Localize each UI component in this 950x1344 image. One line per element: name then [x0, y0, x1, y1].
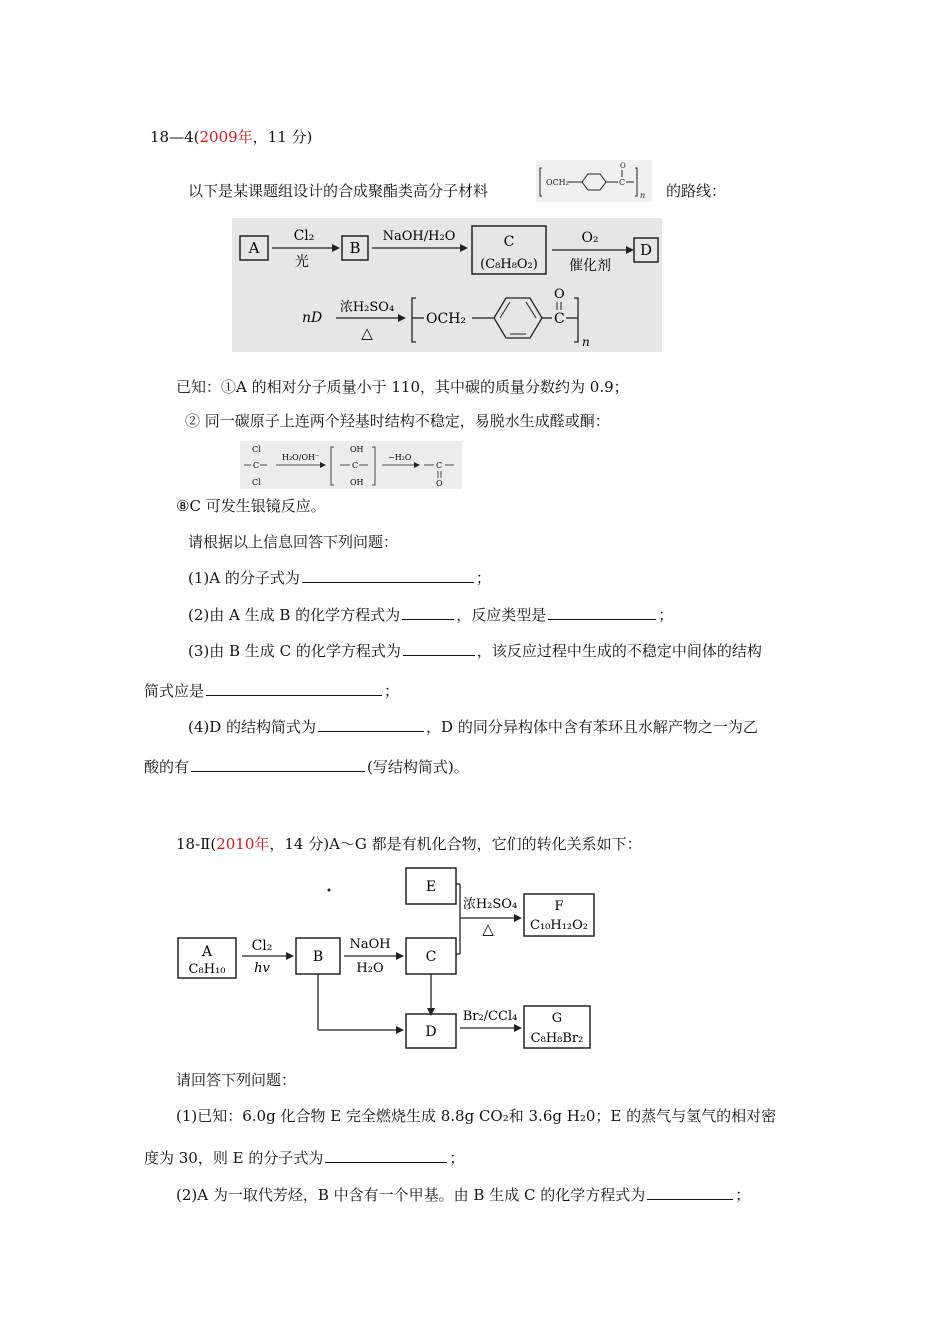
svg-text:催化剂: 催化剂: [569, 258, 611, 274]
q1-header: [150, 127, 312, 147]
answer-blank-2-1[interactable]: [325, 1147, 447, 1163]
q2-part2: (2)A 为一取代芳烃，B 中含有一个甲基。由 B 生成 C 的化学方程式为 ；: [176, 1186, 751, 1204]
q1-known-3: ⑧C 可发生银镜反应。: [176, 497, 326, 515]
svg-text:O: O: [554, 287, 565, 302]
svg-text:−H₂O: −H₂O: [388, 453, 412, 462]
svg-text:F: F: [554, 899, 564, 914]
svg-text:B: B: [312, 949, 324, 965]
answer-blank-1-4b[interactable]: [191, 756, 365, 772]
q2-part1: (1)已知：6.0g 化合物 E 完全燃烧生成 8.8g CO₂和 3.6g H₂0；E 的蒸气与氢气的相对密: [176, 1107, 777, 1125]
svg-text:H₂O: H₂O: [356, 961, 384, 976]
svg-text:O: O: [620, 162, 626, 170]
q1-intro-after: 的路线：: [666, 182, 727, 200]
q2-prompt: 请回答下列问题：: [176, 1071, 297, 1089]
q1-prompt: 请根据以上信息回答下列问题：: [188, 533, 399, 551]
svg-text:Cl₂: Cl₂: [293, 228, 315, 244]
svg-text:Cl₂: Cl₂: [251, 938, 273, 954]
svg-text:C: C: [425, 949, 437, 965]
svg-text:C₈H₈Br₂: C₈H₈Br₂: [530, 1031, 584, 1046]
q2-header-year: 2010年: [216, 835, 270, 853]
svg-text:C: C: [554, 311, 565, 327]
svg-text:E: E: [425, 879, 437, 895]
q1-header-num: 18—4(: [150, 128, 200, 146]
svg-text:A: A: [201, 944, 213, 960]
q1-part4-cont: 酸的有 (写结构简式)。: [144, 758, 469, 776]
svg-text:C₈H₁₀: C₈H₁₀: [188, 962, 226, 977]
svg-text:浓H₂SO₄: 浓H₂SO₄: [339, 300, 395, 315]
svg-text:C: C: [503, 234, 515, 250]
svg-text:Cl: Cl: [252, 478, 261, 487]
svg-text:n: n: [640, 191, 646, 200]
gem-diol-scheme: [240, 441, 462, 489]
svg-text:C₁₀H₁₂O₂: C₁₀H₁₂O₂: [530, 918, 588, 933]
svg-text:C: C: [253, 461, 260, 470]
svg-text:Cl: Cl: [252, 445, 261, 454]
q1-part3-cont: 简式应是 ；: [144, 682, 400, 700]
svg-text:D: D: [425, 1024, 437, 1040]
svg-text:hv: hv: [254, 961, 270, 976]
svg-text:O: O: [436, 479, 443, 488]
answer-blank-2-2[interactable]: [647, 1184, 733, 1200]
answer-blank-1-1[interactable]: [302, 567, 474, 583]
q2-part1-cont: 度为 30，则 E 的分子式为 ；: [144, 1149, 465, 1167]
answer-blank-1-3a[interactable]: [403, 640, 475, 656]
answer-blank-1-2a[interactable]: [402, 604, 454, 620]
svg-text:OH: OH: [350, 445, 364, 454]
svg-text:n: n: [582, 335, 590, 349]
q1-part1: (1)A 的分子式为 ；: [188, 569, 491, 587]
q1-part2: (2)由 A 生成 B 的化学方程式为 ，反应类型是 ；: [188, 606, 674, 624]
q1-known-1: 已知：①A 的相对分子质量小于 110，其中碳的质量分数约为 0.9；: [176, 378, 629, 396]
svg-text:C: C: [436, 461, 443, 470]
svg-text:H₂O/OH⁻: H₂O/OH⁻: [282, 453, 320, 462]
svg-text:OH: OH: [350, 478, 364, 487]
svg-text:D: D: [639, 241, 653, 259]
q1-part3: (3)由 B 生成 C 的化学方程式为 ，该反应过程中生成的不稳定中间体的结构: [188, 642, 762, 660]
svg-text:C: C: [352, 461, 359, 470]
inline-polymer-structure: [536, 160, 652, 202]
answer-blank-1-3b[interactable]: [206, 680, 382, 696]
svg-text:NaOH/H₂O: NaOH/H₂O: [382, 229, 456, 244]
svg-text:△: △: [361, 324, 373, 342]
q2-header: 18-Ⅱ(2010年，14 分)A～G 都是有机化合物，它们的转化关系如下：: [176, 835, 642, 853]
q1-intro-before: 以下是某课题组设计的合成聚酯类高分子材料: [188, 182, 489, 200]
conversion-diagram: [170, 864, 600, 1054]
svg-text:OCH₂: OCH₂: [426, 311, 467, 327]
svg-text:△: △: [482, 920, 494, 938]
svg-text:光: 光: [295, 254, 309, 270]
answer-blank-1-2b[interactable]: [548, 604, 656, 620]
q1-known-2: ② 同一碳原子上连两个羟基时结构不稳定，易脱水生成醛或酮：: [185, 412, 610, 430]
svg-text:O₂: O₂: [581, 230, 599, 246]
svg-text:NaOH: NaOH: [349, 937, 391, 952]
synthesis-scheme: [232, 218, 662, 352]
q1-header-year: 2009年: [199, 128, 253, 146]
svg-text:B: B: [349, 239, 361, 257]
svg-text:nD: nD: [302, 310, 323, 326]
svg-text:G: G: [551, 1011, 563, 1026]
q1-header-rest: ，11 分): [252, 128, 313, 146]
svg-text:Br₂/CCl₄: Br₂/CCl₄: [462, 1009, 518, 1024]
svg-text:A: A: [248, 239, 260, 257]
svg-text:浓H₂SO₄: 浓H₂SO₄: [462, 897, 518, 912]
inline-och2: OCH₂: [546, 178, 569, 187]
answer-blank-1-4a[interactable]: [318, 716, 424, 732]
q1-part4: (4)D 的结构简式为 ，D 的同分异构体中含有苯环且水解产物之一为乙: [188, 718, 758, 736]
svg-text:(C₈H₈O₂): (C₈H₈O₂): [480, 257, 538, 272]
svg-text:C: C: [619, 178, 626, 187]
